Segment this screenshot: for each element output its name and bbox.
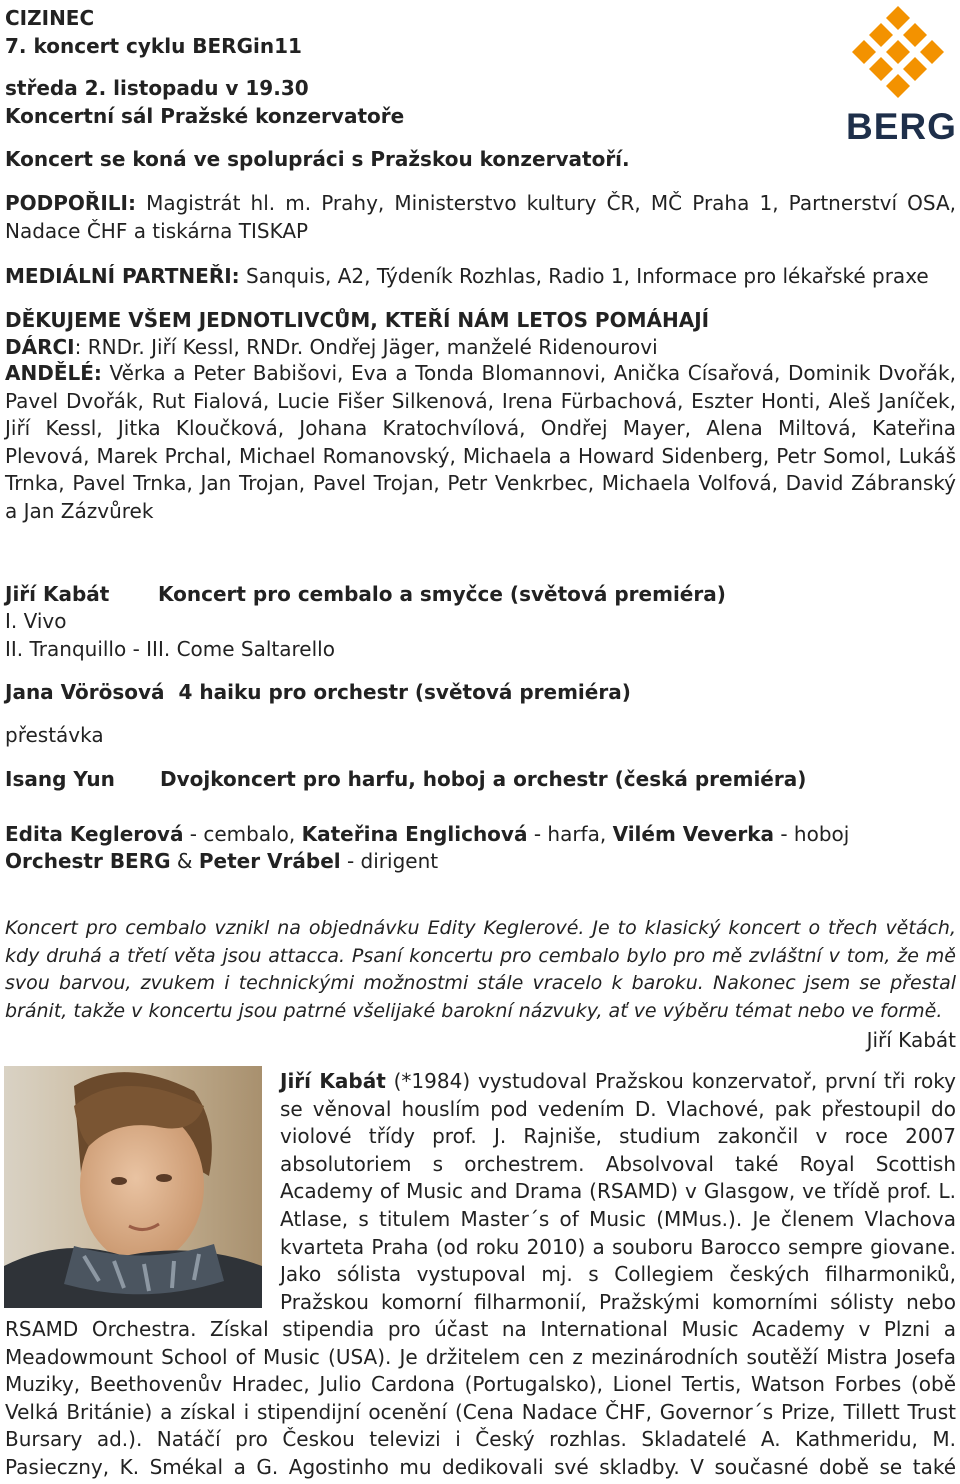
intermission: přestávka — [5, 723, 104, 747]
performer-role: - cembalo, — [183, 822, 302, 846]
media-partners-paragraph — [5, 262, 929, 290]
piece1-title: Koncert pro cembalo a smyčce (světová premiéra) — [158, 582, 726, 606]
donors-label: DÁRCI — [5, 335, 75, 359]
piece3-composer: Isang Yun — [5, 767, 115, 791]
concert-date: středa 2. listopadu v 19.30 — [5, 76, 309, 100]
concert-title: CIZINEC — [5, 6, 95, 30]
performer-name: Vilém Veverka — [612, 822, 774, 846]
composer-bio-bottom: RSAMD Orchestra. Získal stipendia pro účast na International Music Academy v Plzni a Meadowmount School of Music (USA). Je držitelem cen z mezinárodních soutěží Mistra Josefa Muziky, Beethovenův Hradec, Julio Cardona (Portugalsko), Lionel Tertis, Watson Forbes (obě Velká Británie) a získal i stipendijní ocenění (Cena Nadace ČHF, Governor´s Prize, Tillett Trust Bursary ad.). Natáčí pro Českou televizi i Český rozhlas. Skladatelé A. Kathmeridu, M. Pasieczny, K. Smékal a G. Agostinho mu dedikovali své skladby. V současné době se také — [5, 1317, 956, 1479]
bio-text-part1: (*1984) vystudoval Pražskou konzervatoř, první tři roky se věnoval houslím pod vedením D. Vlachové, pak přestoupil do violové třídy prof. J. Rajniše, studium zakončil v roce 2007 absolutoriem s orchestrem. Absolvoval také Royal Scottish Academy of Music and Drama (RSAMD) v Glasgow, ve třídě prof. L. Atlase, s titulem Master´s of Music (MMus.). Je členem Vlachova kvarteta Praha (od roku 2010) a souboru Barocco sempre giovane. Jako sólista vystupoval mj. s Collegiem českých filharmoniků, Pražskou komorní filharmonií, Pražskými komorními sólisty nebo — [280, 1069, 956, 1314]
performer-role: - hoboj — [774, 822, 850, 846]
piece1-movement-1: I. Vivo — [5, 609, 67, 633]
thanks-heading: DĚKUJEME VŠEM JEDNOTLIVCŮM, KTEŘÍ NÁM LETOS POMÁHAJÍ — [5, 308, 710, 332]
cooperation-note: Koncert se koná ve spolupráci s Pražskou konzervatoří. — [5, 147, 630, 171]
orchestra-name: Orchestr BERG — [5, 849, 171, 873]
conductor-role: - dirigent — [340, 849, 439, 873]
concert-series: 7. koncert cyklu BERGin11 — [5, 34, 302, 58]
berg-logo-text: BERG — [846, 106, 957, 147]
angels-text: Věrka a Peter Babišovi, Eva a Tonda Blomannovi, Anička Císařová, Dominik Dvořák, Pavel Dvořák, Rut Fialová, Lucie Fišer Silkenová, Irena Fürbachová, Eszter Honti, Aleš Janíček, Jiří Kessl, Jitka Kloučková, Johana Kratochvílová, Ondřej Mayer, Alena Miltová, Kateřina Plevová, Marek Prchal, Michael Romanovský, Michaela a Howard Sidenberg, Petr Somol, Lukáš Trnka, Pavel Trnka, Jan Trojan, Pavel Trojan, Petr Venkrbec, Michaela Volfová, David Zábranský a Jan Zázvůrek — [5, 361, 956, 523]
piece1-movement-2: II. Tranquillo - III. Come Saltarello — [5, 637, 335, 661]
piece2-composer: Jana Vörösová — [5, 680, 165, 704]
piece1-composer: Jiří Kabát — [5, 582, 110, 606]
donors-text: : RNDr. Jiří Kessl, RNDr. Ondřej Jäger, manželé Ridenourovi — [74, 335, 658, 359]
donors-line — [5, 333, 658, 361]
conductor-name: Peter Vrábel — [198, 849, 341, 873]
supporters-label: PODPOŘILI: — [5, 191, 136, 215]
composer-note-signature: Jiří Kabát — [866, 1028, 956, 1052]
bio-name: Jiří Kabát — [280, 1069, 386, 1093]
supporters-paragraph — [5, 190, 956, 245]
piece2-title: 4 haiku pro orchestr (světová premiéra) — [178, 680, 631, 704]
media-partners-label: MEDIÁLNÍ PARTNEŘI: — [5, 264, 240, 288]
composer-note: Koncert pro cembalo vznikl na objednávku Edity Keglerové. Je to klasický koncert o třech větách, kdy druhá a třetí věta jsou attacca. Psaní koncertu pro cembalo bylo pro mě zvláštní v tom, že mě svou barvou, zvukem i technickými možnostmi stále vracelo k baroku. Nakonec jsem se přestal bránit, takže v koncertu jsou patrné všelijaké barokní názvuky, ať ve výběru témat nebo ve formě. — [5, 917, 956, 1022]
berg-logo — [846, 4, 957, 147]
composer-bio-top — [280, 1068, 956, 1316]
angels-label: ANDĚLÉ: — [5, 361, 102, 385]
media-partners-text: Sanquis, A2, Týdeník Rozhlas, Radio 1, Informace pro lékařské praxe — [239, 264, 929, 288]
piece3-title: Dvojkoncert pro harfu, hoboj a orchestr (česká premiéra) — [160, 767, 807, 791]
concert-venue: Koncertní sál Pražské konzervatoře — [5, 104, 405, 128]
ampersand: & — [170, 849, 199, 873]
performer-role: - harfa, — [527, 822, 613, 846]
angels-paragraph — [5, 360, 956, 525]
berg-diamond-mark — [846, 4, 950, 108]
piece2-line — [5, 678, 631, 706]
performers-line-2 — [5, 847, 438, 875]
performer-name: Kateřina Englichová — [301, 822, 528, 846]
supporters-text: Magistrát hl. m. Prahy, Ministerstvo kultury ČR, MČ Praha 1, Partnerství OSA, Nadace ČHF a tiskárna TISKAP — [5, 191, 956, 243]
performers-line-1 — [5, 820, 849, 848]
portrait-illustration — [4, 1066, 262, 1308]
composer-portrait-photo — [4, 1066, 262, 1308]
performer-name: Edita Keglerová — [5, 822, 184, 846]
